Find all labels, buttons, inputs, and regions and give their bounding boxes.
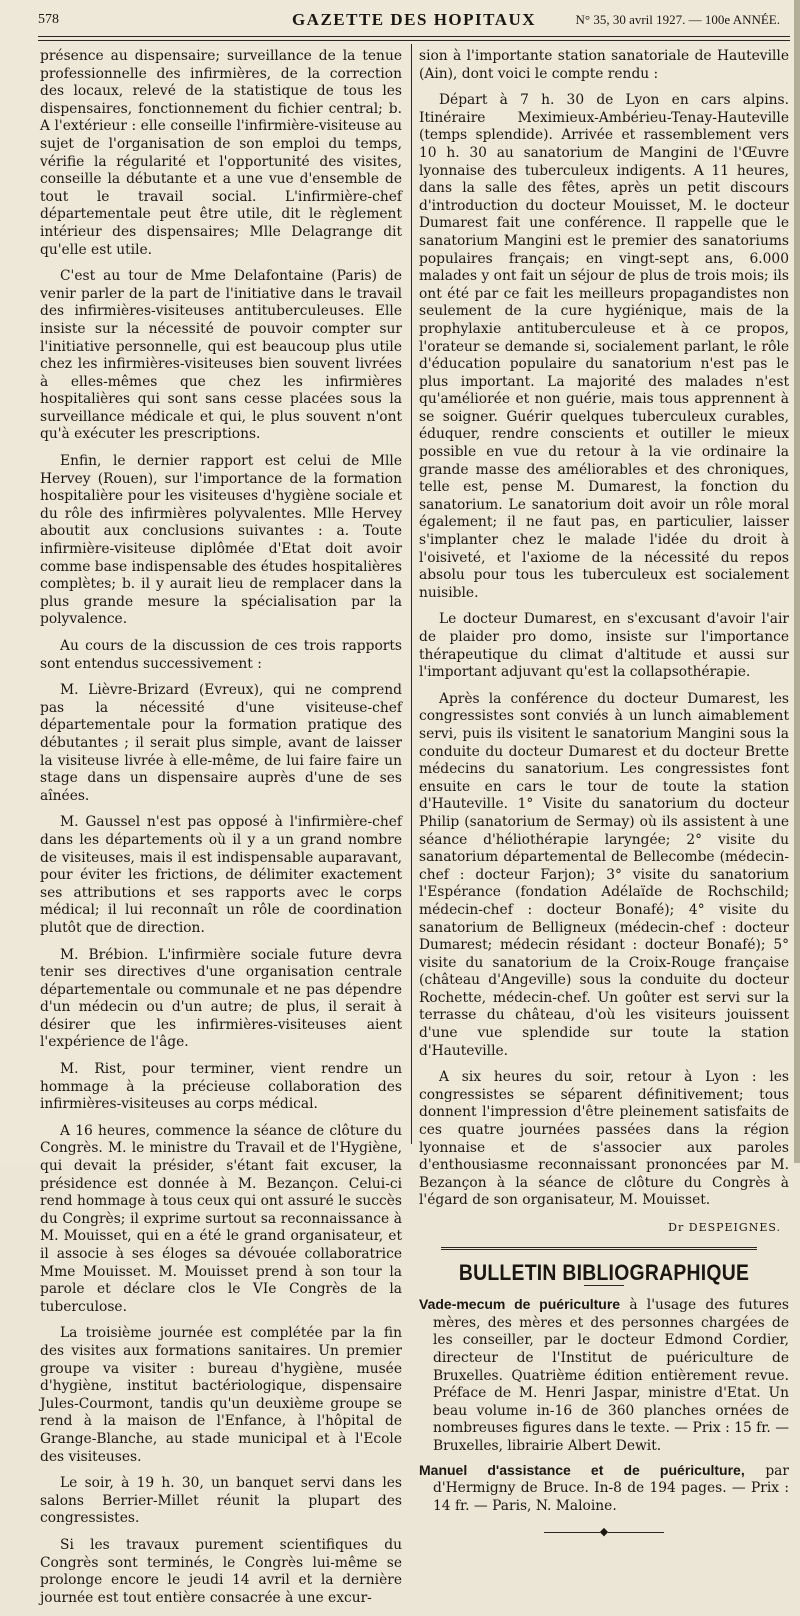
paragraph: M. Brébion. L'infirmière sociale future devra tenir ses directives d'une organisation centrale départementale ou communale et ne pas dépendre d'un médecin ou d'un autre; de plus, il serait à désirer que les infirmières-visiteuses aient l'expérience de l'âge. (40, 946, 402, 1051)
header-rule-2 (38, 40, 790, 41)
paragraph: Le soir, à 19 h. 30, un banquet servi dans les salons Berrier-Millet réunit la plupart des congressistes. (40, 1475, 402, 1527)
book-details: à l'usage des futures mères, des mères et des personnes chargées de les conseiller, par le docteur Edmond Cordier, directeur de l'Institut de puériculture de Bruxelles. Quatrième édition entièrement revue. Préface de M. Henri Jaspar, ministre d'Etat. Un beau volume in-16 de 360 planches ornées de nombreuses figures dans le texte. — Prix : 15 fr. — Bruxelles, librairie Albert Dewit. (433, 1297, 789, 1454)
paragraph: La troisième journée est complétée par la fin des visites aux formations sanitaires. Un premier groupe va visiter : bureau d'hygiène, musée d'hygiène, institut bactériologique, dispensaire Jules-Courmont, tandis qu'un deuxième groupe se rend à la maison de l'Enfance, à l'hôpital de Grange-Blanche, au stade municipal et à l'Ecole des visiteuses. (40, 1325, 402, 1465)
bibliography-entry (419, 1296, 789, 1455)
column-divider (411, 44, 412, 1144)
section-divider (441, 1247, 757, 1252)
page-number: 578 (38, 12, 59, 27)
book-title: Manuel d'assistance et de puériculture, (419, 1461, 745, 1478)
paragraph: M. Rist, pour terminer, vient rendre un hommage à la précieuse collaboration des infirmières-visiteuses au corps médical. (40, 1061, 402, 1113)
paragraph: A six heures du soir, retour à Lyon : les congressistes se séparent définitivement; tous donnent l'impression d'être pleinement satisfaits de ces quatre journées passées dans la région lyonnaise et de s'associer aux paroles d'enthousiasme reconnaissant prononcées par M. Bezançon à la séance de clôture du Congrès à l'égard de son organisateur, M. Mouisset. (419, 1069, 789, 1209)
bulletin-heading: BULLETIN BIBLIOGRAPHIQUE (458, 1259, 750, 1285)
paragraph: sion à l'importante station sanatoriale de Hauteville (Ain), dont voici le compte rendu : (419, 48, 789, 82)
paragraph: C'est au tour de Mme Delafontaine (Paris) de venir parler de la part de l'initiative dans le travail des infirmières-visiteuses antituberculeuses. Elle insiste sur la nécessité de pouvoir compter sur l'initiative personnelle, qui est beaucoup plus utile chez les infirmières-visiteuses bien souvent livrées à elles-mêmes que chez les infirmières hospitalières qui sont sans cesse placées sous la surveillance médicale et qui, le plus souvent n'ont qu'à exécuter les prescriptions. (40, 268, 402, 443)
paragraph: présence au dispensaire; surveillance de la tenue professionnelle des infirmières, de la correction des locaux, relevé de la statistique de tous les dispensaires, fonctionnement du fichier central; b. A l'extérieur : elle conseille l'infirmière-visiteuse au sujet de l'organisation de son emploi du temps, vérifie la régularité et l'opportunité des visites, conseille la débutante et a une vue d'ensemble de tout le travail social. L'infirmière-chef départementale peut être utile, dit le règlement intérieur des dispensaires; Mlle Delagrange dit qu'elle est utile. (40, 48, 402, 258)
paragraph: A 16 heures, commence la séance de clôture du Congrès. M. le ministre du Travail et de l'Hygiène, qui devait la présider, s'étant fait excuser, la présidence est donnée à M. Bezançon. Celui-ci rend hommage à tous ceux qui ont assuré le succès du Congrès; il exprime surtout sa reconnaissance à M. Mouisset, qui en a été le grand organisateur, et il associe à ses éloges sa dévouée collaboratrice Mme Mouisset. M. Mouisset prend à son tour la parole et déclare clos le VIe Congrès de la tuberculose. (40, 1122, 402, 1315)
paragraph: Après la conférence du docteur Dumarest, les congressistes sont conviés à un lunch aimablement servi, puis ils visitent le sanatorium Mangini sous la conduite du docteur Dumarest et du docteur Brette médecins du sanatorium. Les congressistes font ensuite en cars le tour de toute la station d'Hauteville. 1° Visite du sanatorium du docteur Philip (sanatorium de Sermay) où ils assistent à une séance d'héliothérapie laryngée; 2° visite du sanatorium départemental de Bellecombe (médecin-chef : docteur Farjon); 3° visite du sanatorium l'Espérance (fondation Adélaïde de Rochschild; médecin-chef : docteur Bonafé); 4° visite du sanatorium de Belligneux (médecin-chef : docteur Dumarest; médecin résidant : docteur Bonafé); 5° visite du sanatorium de la Croix-Rouge française (château d'Angeville) sous la conduite du docteur Rochette, médecin-chef. Un goûter est servi sur la terrasse du château, d'où les visiteurs jouissent d'une vue splendide sur toute la station d'Hauteville. (419, 690, 789, 1059)
right-column (419, 48, 789, 1541)
paragraph: Si les travaux purement scientifiques du Congrès sont terminés, le Congrès lui-même se prolonge encore le jeudi 14 avril et la dernière journée est tout entière consacrée à une excur- (40, 1536, 402, 1606)
bibliography-entry (419, 1462, 789, 1516)
paragraph: Au cours de la discussion de ces trois rapports sont entendus successivement : (40, 638, 402, 672)
book-details: par d'Hermigny de Bruce. In-8 de 194 pages. — Prix : 14 fr. — Paris, N. Maloine. (433, 1462, 789, 1514)
journal-title: GAZETTE DES HOPITAUX (291, 10, 537, 29)
author-signature: Dr DESPEIGNES. (668, 1221, 781, 1234)
page-edge (794, 0, 800, 1163)
page-header (38, 10, 790, 32)
short-rule (584, 1285, 624, 1286)
paragraph: Enfin, le dernier rapport est celui de Mlle Hervey (Rouen), sur l'importance de la formation hospitalière pour les visiteuses d'hygiène sociale et du rôle des infirmières polyvalentes. Mlle Hervey aboutit aux conclusions suivantes : a. Toute infirmière-visiteuse diplômée d'Etat doit avoir comme base indispensable des études hospitalières complètes; b. il y aurait lieu de remplacer dans la plus grande mesure la spécialisation par la polyvalence. (40, 453, 402, 628)
paragraph: M. Gaussel n'est pas opposé à l'infirmière-chef dans les départements où il y a un grand nombre de visiteuses, mais il est indispensable auparavant, pour éviter les frictions, de délimiter exactement ses attributions et ses rapports avec le corps médical; il lui reconnaît un rôle de coordination plutôt que de direction. (40, 814, 402, 936)
book-title: Vade-mecum de puériculture (419, 1296, 621, 1313)
issue-info: N° 35, 30 avril 1927. — 100e ANNÉE. (575, 12, 780, 27)
header-rule (38, 36, 790, 37)
paragraph: Départ à 7 h. 30 de Lyon en cars alpins. Itinéraire Meximieux-Ambérieu-Tenay-Hauteville (temps splendide). Arrivée et rassemblement vers 10 h. 30 au sanatorium de Mangini de l'Œuvre lyonnaise des tuberculeux indigents. A 11 heures, dans la salle des fêtes, après un petit discours d'introduction du docteur Mouisset, M. le docteur Dumarest fait une conférence. Il rappelle que le sanatorium Mangini est le premier des sanatoriums populaires français; en vingt-sept ans, 6.000 malades y ont fait un séjour de plus de trois mois; ils ont été par ce fait les meilleurs propagandistes non seulement de la cure hygiénique, mais de la prophylaxie antituberculeuse et à ce propos, l'orateur se demande si, socialement parlant, le rôle d'éducation populaire du sanatorium n'est pas le plus important. La majorité des malades n'est qu'améliorée et non guérie, mais tous apprennent à se soigner. Guérir quelques tuberculeux curables, éduquer, rendre conscients et outiller le mieux possible en vue du retour à la vie ordinaire la grande masse des améliorables et des chroniques, telle est, pense M. Dumarest, la fonction du sanatorium. Le sanatorium doit avoir un rôle moral également; il ne faut pas, en particulier, laisser s'implanter chez le malade l'idée du droit à l'oisiveté, et l'axiome de la nécessité du repos absolu pour tous les tuberculeux est socialement nuisible. (419, 92, 789, 601)
end-ornament: ◆ (529, 1523, 679, 1541)
paragraph: Le docteur Dumarest, en s'excusant d'avoir l'air de plaider pro domo, insiste sur l'importance thérapeutique du climat d'altitude et aussi sur l'important adjuvant qu'est la collapsothérapie. (419, 611, 789, 681)
left-column (40, 48, 402, 1616)
paragraph: M. Lièvre-Brizard (Evreux), qui ne comprend pas la nécessité d'une visiteuse-chef départementale pour la formation pratique des débutantes ; il serait plus simple, avant de laisser la visiteuse livrée à elle-même, de lui faire faire un stage dans un dispensaire auprès d'une de ses aînées. (40, 682, 402, 804)
